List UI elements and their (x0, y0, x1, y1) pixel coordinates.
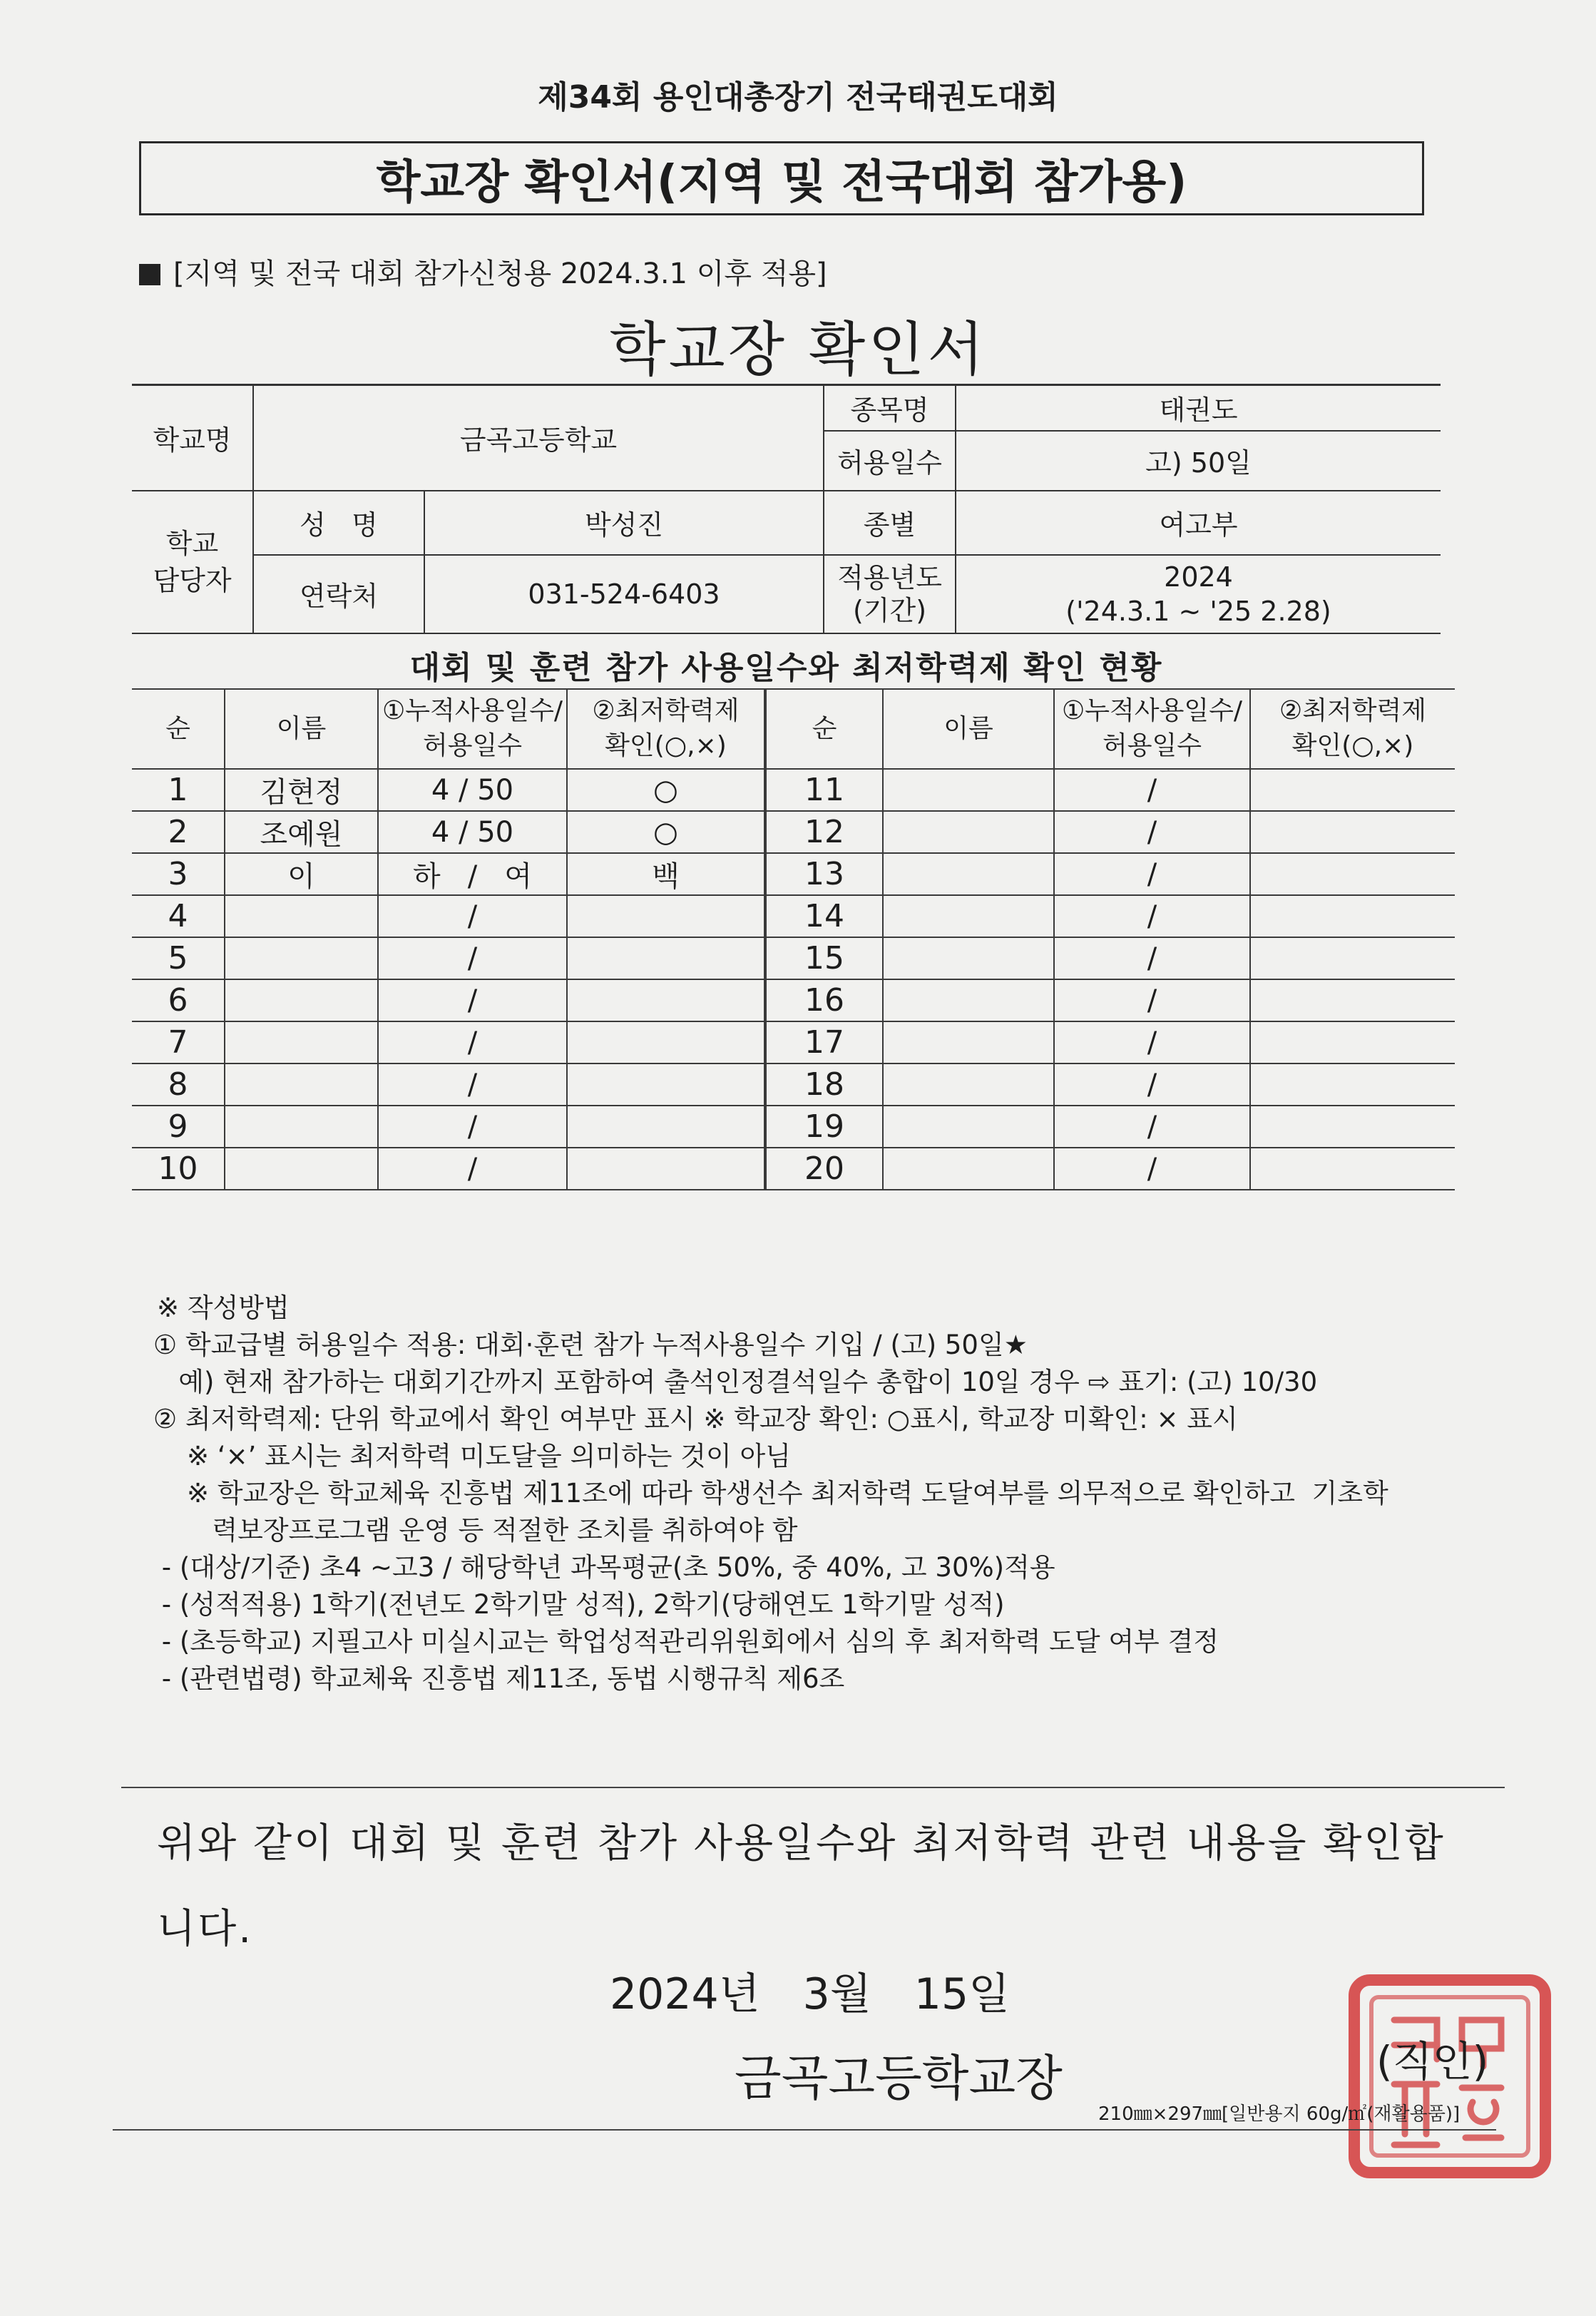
right-row-name (883, 1148, 1054, 1190)
left-row-name (225, 1021, 378, 1063)
right-row-name (883, 853, 1054, 895)
right-row-days: / (1054, 1063, 1250, 1106)
paper-spec: 210㎜×297㎜[일반용지 60g/㎡(재활용품)] (1098, 2103, 1461, 2125)
apply-year-label-line1: 적용년도 (837, 561, 942, 593)
instruction-line: ※ 학교장은 학교체육 진흥법 제11조에 따라 학생선수 최저학력 도달여부를 의무적으로 확인하고 기초학 (153, 1478, 1388, 1509)
division-label: 종별 (824, 491, 956, 555)
left-row-days: / (378, 1063, 567, 1106)
table-row (132, 1106, 1455, 1148)
name-value: 박성진 (424, 491, 824, 555)
right-row-days: / (1054, 769, 1250, 811)
instruction-line: - (대상/기준) 초4 ~고3 / 해당학년 과목평균(초 50%, 중 40%, 고 30%)적용 (153, 1552, 1055, 1583)
contact-value: 031-524-6403 (424, 555, 824, 633)
date-month: 3월 (802, 1969, 871, 2019)
left-row-number: 8 (132, 1063, 225, 1106)
sport-label: 종목명 (824, 385, 956, 431)
left-row-check: ○ (567, 811, 765, 853)
confirmation-statement (157, 1801, 1476, 1972)
header-check-line1: ②최저학력제 (592, 696, 740, 726)
left-row-check (567, 1063, 765, 1106)
school-value: 금곡고등학교 (253, 385, 824, 491)
header-check-right-line1: ②최저학력제 (1279, 696, 1427, 726)
instruction-line: - (초등학교) 지필고사 미실시교는 학업성적관리위원회에서 심의 후 최저학력 도달 여부 결정 (153, 1626, 1219, 1657)
left-row-name (225, 937, 378, 979)
right-row-number: 11 (765, 769, 883, 811)
left-row-number: 1 (132, 769, 225, 811)
left-row-days: / (378, 1021, 567, 1063)
left-row-number: 5 (132, 937, 225, 979)
table-row (132, 811, 1455, 853)
header-days (378, 689, 567, 769)
left-row-check (567, 1106, 765, 1148)
form-notice (139, 251, 827, 292)
left-row-check (567, 937, 765, 979)
form-notice-text: [지역 및 전국 대회 참가신청용 2024.3.1 이후 적용] (173, 257, 827, 290)
right-row-number: 13 (765, 853, 883, 895)
right-row-days: / (1054, 1021, 1250, 1063)
left-row-days: / (378, 979, 567, 1021)
right-row-check (1250, 853, 1455, 895)
instruction-line: 력보장프로그램 운영 등 적절한 조치를 취하여야 함 (153, 1515, 798, 1546)
event-title: 제34회 용인대총장기 전국태권도대회 (538, 79, 1058, 116)
left-row-number: 9 (132, 1106, 225, 1148)
divider (121, 1787, 1505, 1788)
allowed-days-label: 허용일수 (824, 431, 956, 491)
bottom-divider (113, 2129, 1496, 2131)
left-row-days: / (378, 1148, 567, 1190)
left-row-name (225, 1148, 378, 1190)
date-year: 2024년 (610, 1969, 760, 2019)
apply-year-value (956, 555, 1441, 633)
right-row-check (1250, 895, 1455, 937)
left-row-name: 이 (225, 853, 378, 895)
right-row-number: 17 (765, 1021, 883, 1063)
right-row-number: 20 (765, 1148, 883, 1190)
left-row-name (225, 979, 378, 1021)
left-row-name (225, 1063, 378, 1106)
right-row-number: 12 (765, 811, 883, 853)
roster-table (132, 688, 1455, 1190)
left-row-name (225, 895, 378, 937)
left-row-days: / (378, 895, 567, 937)
right-row-days: / (1054, 895, 1250, 937)
right-row-check (1250, 1063, 1455, 1106)
header-seq-right: 순 (765, 689, 883, 769)
instruction-line: ② 최저학력제: 단위 학교에서 확인 여부만 표시 ※ 학교장 확인: ○표시, 학교장 미확인: × 표시 (153, 1404, 1238, 1434)
header-check (567, 689, 765, 769)
right-row-number: 18 (765, 1063, 883, 1106)
left-row-days: / (378, 937, 567, 979)
sport-value: 태권도 (956, 385, 1441, 431)
header-check-line2: 확인(○,×) (605, 731, 727, 760)
right-row-name (883, 1063, 1054, 1106)
manager-label (132, 491, 253, 633)
table-row (132, 895, 1455, 937)
division-value: 여고부 (956, 491, 1441, 555)
right-row-days: / (1054, 811, 1250, 853)
right-row-days: / (1054, 853, 1250, 895)
instruction-line: ① 학교급별 허용일수 적용: 대회·훈련 참가 누적사용일수 기입 / (고) 50일★ (153, 1330, 1028, 1360)
apply-period: ('24.3.1 ~ '25 2.28) (1065, 595, 1331, 627)
left-row-number: 2 (132, 811, 225, 853)
left-row-days: 4 / 50 (378, 811, 567, 853)
right-row-check (1250, 1106, 1455, 1148)
confirmation-line1: 위와 같이 대회 및 훈련 참가 사용일수와 최저학력 관련 내용을 확인합 (157, 1820, 1446, 1867)
principal-signature: 금곡고등학교장 (735, 2051, 1063, 2107)
right-row-check (1250, 1148, 1455, 1190)
right-row-days: / (1054, 979, 1250, 1021)
apply-year: 2024 (1164, 561, 1233, 593)
school-label: 학교명 (132, 385, 253, 491)
left-row-number: 6 (132, 979, 225, 1021)
header-days-line1: ①누적사용일수/ (382, 696, 563, 726)
header-days-right-line1: ①누적사용일수/ (1061, 696, 1243, 726)
left-row-name: 김현정 (225, 769, 378, 811)
school-info-table (132, 384, 1441, 634)
right-row-check (1250, 937, 1455, 979)
contact-label: 연락처 (253, 555, 424, 633)
square-bullet-icon (139, 264, 160, 285)
date-day: 15일 (914, 1969, 1011, 2019)
issue-date (610, 1960, 1053, 2021)
instruction-line: - (성적적용) 1학기(전년도 2학기말 성적), 2학기(당해연도 1학기말 성적) (153, 1589, 1005, 1620)
instruction-line: 예) 현재 참가하는 대회기간까지 포함하여 출석인정결석일수 총합이 10일 경우 ⇨ 표기: (고) 10/30 (153, 1367, 1318, 1397)
header-check-right (1250, 689, 1455, 769)
left-row-days: 4 / 50 (378, 769, 567, 811)
usage-heading: 대회 및 훈련 참가 사용일수와 최저학력제 확인 현황 (409, 650, 1163, 686)
right-row-check (1250, 811, 1455, 853)
table-row (132, 937, 1455, 979)
header-days-right-line2: 허용일수 (1102, 731, 1202, 760)
right-row-name (883, 1021, 1054, 1063)
right-row-days: / (1054, 937, 1250, 979)
left-row-days: 하 / 여 (378, 853, 567, 895)
instruction-line: ※ ‘×’ 표시는 최저학력 미도달을 의미하는 것이 아님 (153, 1441, 791, 1471)
right-row-name (883, 769, 1054, 811)
document-heading: 학교장 확인서 (609, 316, 987, 384)
left-row-days: / (378, 1106, 567, 1148)
right-row-name (883, 811, 1054, 853)
right-row-number: 15 (765, 937, 883, 979)
right-row-check (1250, 1021, 1455, 1063)
table-row (132, 853, 1455, 895)
left-row-check (567, 1148, 765, 1190)
left-row-name (225, 1106, 378, 1148)
right-row-days: / (1054, 1148, 1250, 1190)
header-name: 이름 (225, 689, 378, 769)
apply-year-label (824, 555, 956, 633)
right-row-days: / (1054, 1106, 1250, 1148)
left-row-number: 10 (132, 1148, 225, 1190)
left-row-check (567, 1021, 765, 1063)
roster-header-row (132, 689, 1455, 769)
left-row-number: 3 (132, 853, 225, 895)
confirmation-line2: 니다. (157, 1906, 253, 1952)
left-row-number: 7 (132, 1021, 225, 1063)
seal-placeholder: (직인) (1376, 2037, 1489, 2086)
manager-label-line1: 학교 (165, 527, 219, 559)
apply-year-label-line2: (기간) (852, 594, 927, 626)
header-check-right-line2: 확인(○,×) (1291, 731, 1414, 760)
right-row-check (1250, 769, 1455, 811)
left-row-check (567, 979, 765, 1021)
table-row (132, 979, 1455, 1021)
left-row-check: ○ (567, 769, 765, 811)
left-row-check: 백 (567, 853, 765, 895)
roster-body (132, 769, 1455, 1190)
instructions (153, 1290, 1508, 1698)
right-row-number: 14 (765, 895, 883, 937)
right-row-name (883, 1106, 1054, 1148)
name-label: 성 명 (253, 491, 424, 555)
table-row (132, 1148, 1455, 1190)
right-row-number: 16 (765, 979, 883, 1021)
left-row-check (567, 895, 765, 937)
manager-label-line2: 담당자 (153, 564, 232, 596)
instructions-title: ※ 작성방법 (157, 1292, 290, 1323)
right-row-name (883, 937, 1054, 979)
header-days-line2: 허용일수 (422, 731, 523, 760)
right-row-name (883, 979, 1054, 1021)
header-seq: 순 (132, 689, 225, 769)
left-row-number: 4 (132, 895, 225, 937)
form-title: 학교장 확인서(지역 및 전국대회 참가용) (139, 141, 1424, 215)
table-row (132, 769, 1455, 811)
header-name-right: 이름 (883, 689, 1054, 769)
right-row-check (1250, 979, 1455, 1021)
left-row-name: 조예원 (225, 811, 378, 853)
allowed-days-value: 고) 50일 (956, 431, 1441, 491)
table-row (132, 1021, 1455, 1063)
instruction-line: - (관련법령) 학교체육 진흥법 제11조, 동법 시행규칙 제6조 (153, 1663, 845, 1694)
right-row-number: 19 (765, 1106, 883, 1148)
table-row (132, 1063, 1455, 1106)
header-days-right (1054, 689, 1250, 769)
right-row-name (883, 895, 1054, 937)
